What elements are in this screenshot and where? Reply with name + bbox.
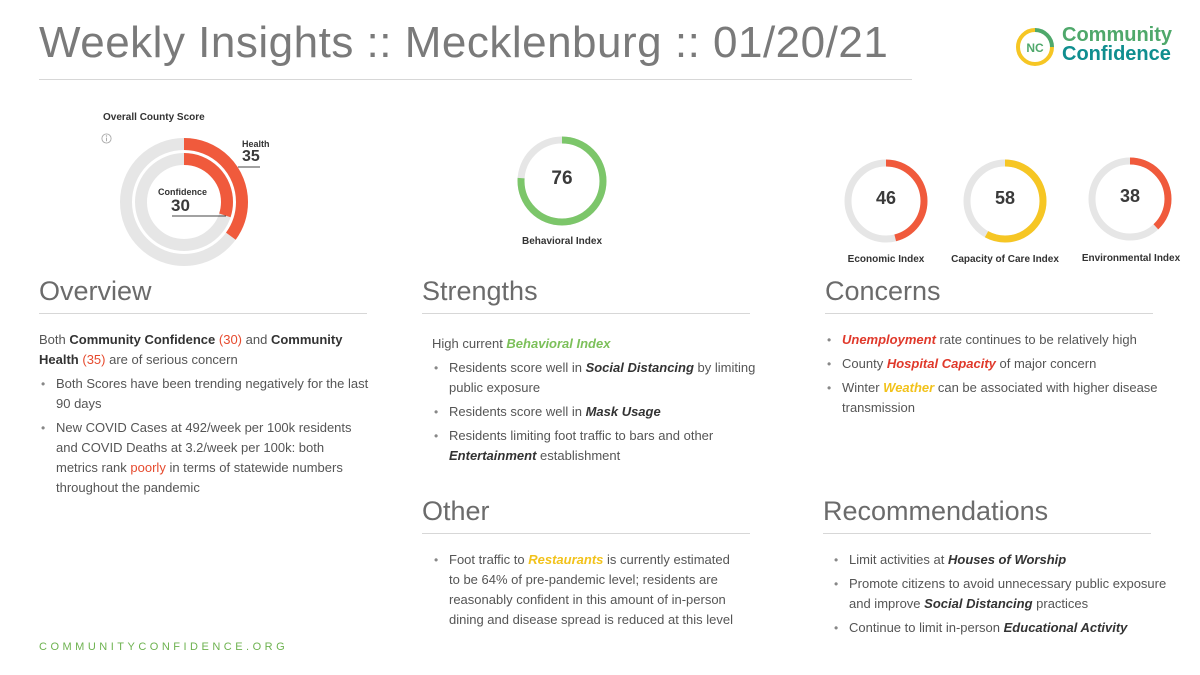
recommendations-divider xyxy=(823,533,1151,534)
list-item: • Residents limiting foot traffic to bars and other Entertainment establishment xyxy=(432,426,772,466)
list-item: • Winter Weather can be associated with higher disease transmission xyxy=(825,378,1165,418)
list-item: • Promote citizens to avoid unnecessary public exposure and improve Social Distancing practices xyxy=(832,574,1172,614)
concerns-divider xyxy=(825,313,1153,314)
logo-badge-text: NC xyxy=(1026,41,1044,55)
concerns-body xyxy=(825,326,1165,418)
overview-body xyxy=(39,330,369,498)
confidence-label: Confidence xyxy=(158,187,208,197)
capacity-of-care-value: 58 xyxy=(994,188,1016,208)
other-divider xyxy=(422,533,750,534)
overall-score-title: Overall County Score xyxy=(103,112,205,123)
nc-badge-icon xyxy=(1014,26,1056,68)
economic-index-label: Economic Index xyxy=(847,254,925,265)
health-value: 35 xyxy=(242,148,260,165)
behavioral-index-label: Behavioral Index xyxy=(521,236,603,247)
title-divider xyxy=(39,79,912,80)
economic-index-value: 46 xyxy=(875,188,897,208)
strengths-body xyxy=(432,334,772,466)
confidence-value: 30 xyxy=(171,196,190,215)
recommendations-body xyxy=(832,546,1172,638)
strengths-heading: Strengths xyxy=(422,276,538,306)
list-item: • Continue to limit in-person Educational Activity xyxy=(832,618,1172,638)
environmental-index-label: Environmental Index xyxy=(1081,253,1181,264)
logo-wordmark xyxy=(1062,26,1172,64)
other-body xyxy=(432,546,742,630)
overview-divider xyxy=(39,313,367,314)
capacity-of-care-label: Capacity of Care Index xyxy=(951,254,1059,265)
list-item: • Unemployment rate continues to be relatively high xyxy=(825,330,1165,350)
strengths-intro: High current Behavioral Index xyxy=(432,336,611,351)
other-heading: Other xyxy=(422,496,490,526)
list-item: • Both Scores have been trending negatively for the last 90 days xyxy=(39,374,369,414)
list-item: • County Hospital Capacity of major concern xyxy=(825,354,1165,374)
overview-heading: Overview xyxy=(39,276,152,306)
recommendations-heading: Recommendations xyxy=(823,496,1049,526)
behavioral-index-value: 76 xyxy=(551,168,573,189)
logo-line-1: Community xyxy=(1062,24,1172,46)
strengths-divider xyxy=(422,313,750,314)
footer-website-link[interactable]: COMMUNITYCONFIDENCE.ORG xyxy=(39,641,289,653)
environmental-index-value: 38 xyxy=(1119,186,1141,206)
health-label: Health xyxy=(242,139,270,149)
concerns-heading: Concerns xyxy=(825,276,941,306)
list-item: • Foot traffic to Restaurants is currently estimated to be 64% of pre-pandemic level; residents are reasonably confident in this amount of in-person dining and disease spread is reduced at this level xyxy=(432,550,742,630)
community-confidence-logo xyxy=(1014,24,1184,70)
list-item: • Residents score well in Mask Usage xyxy=(432,402,772,422)
overview-intro: Both Community Confidence (30) and Community Health (35) are of serious concern xyxy=(39,332,343,367)
page-title: Weekly Insights :: Mecklenburg :: 01/20/21 xyxy=(39,18,889,67)
logo-line-2: Confidence xyxy=(1062,43,1171,65)
list-item: • Limit activities at Houses of Worship xyxy=(832,550,1172,570)
list-item: • Residents score well in Social Distancing by limiting public exposure xyxy=(432,358,772,398)
list-item: • New COVID Cases at 492/week per 100k residents and COVID Deaths at 3.2/week per 100k: both metrics rank poorly in terms of statewide numbers throughout the pandemic xyxy=(39,418,369,498)
